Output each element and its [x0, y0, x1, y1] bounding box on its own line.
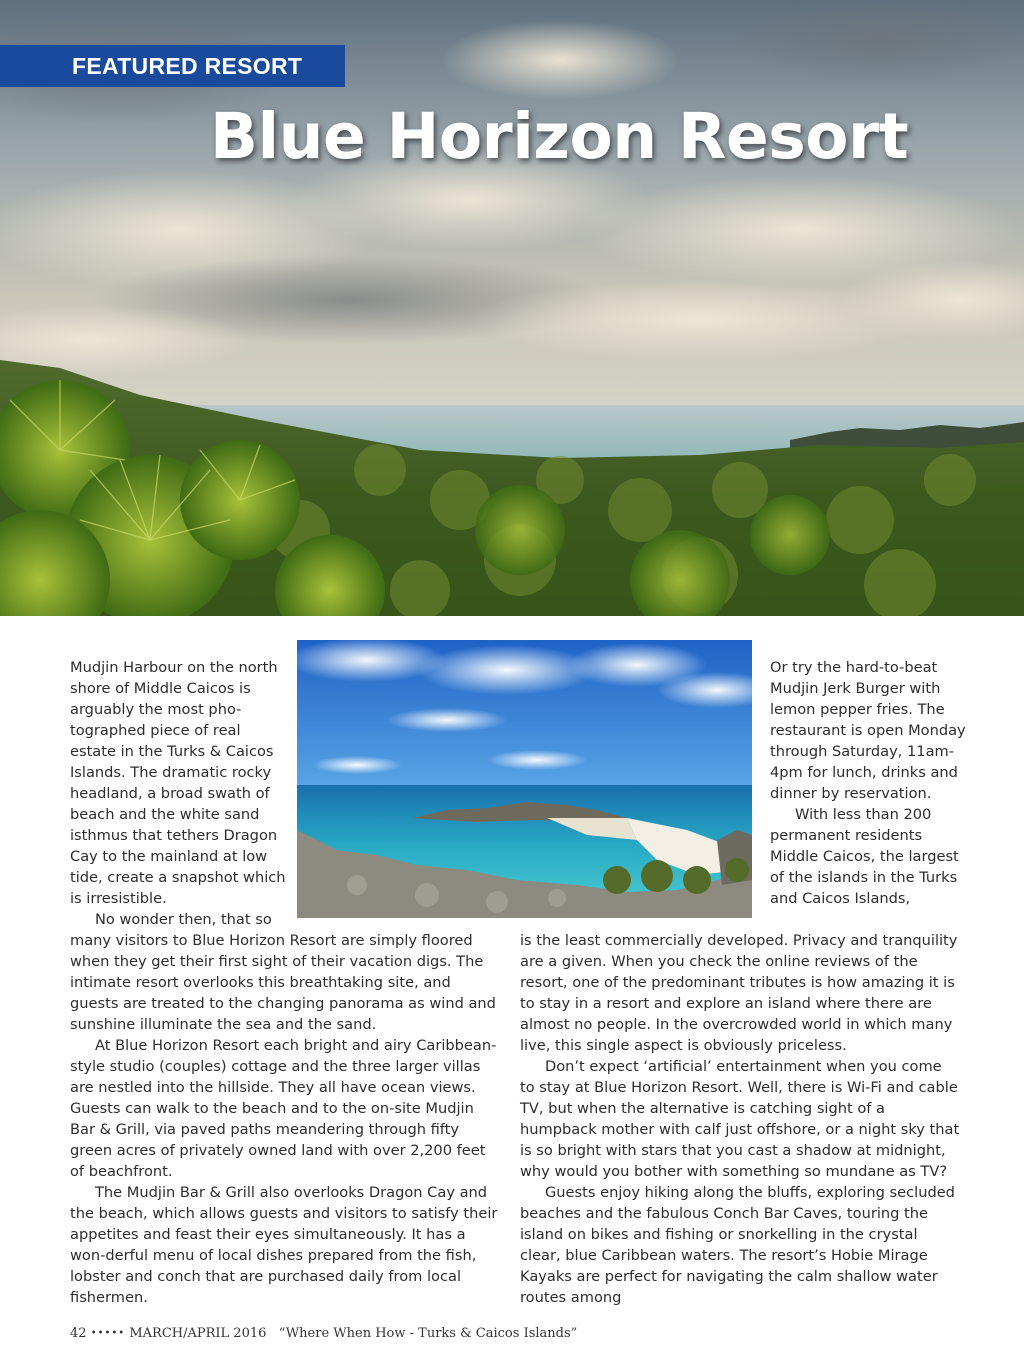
page-footer	[70, 1326, 577, 1341]
issue-date: MARCH/APRIL 2016	[129, 1326, 267, 1341]
paragraph: is the least commercially developed. Privacy and tranquility are a given. When you check the online reviews of the resort, one of the predominant tributes is how amazing it is to stay in a resort and explore an island where there are almost no people. In the overcrowded world in which many live, this single aspect is obviously priceless.	[520, 932, 958, 1054]
article-title: Blue Horizon Resort	[210, 100, 909, 173]
paragraph: The Mudjin Bar & Grill also overlooks Dragon Cay and the beach, which allows guests and visitors to satisfy their appetites and feast their eyes simultaneously. It has a won-derful menu of local dishes prepared from the fish, lobster and conch that are purchased daily from local fishermen.	[70, 1184, 498, 1306]
paragraph: No wonder then, that so	[95, 911, 272, 928]
page-number: 42	[70, 1326, 87, 1341]
hero-landscape-image	[0, 0, 1024, 616]
hero-photo	[0, 0, 1024, 616]
inset-beach-photo	[297, 640, 752, 918]
paragraph: At Blue Horizon Resort each bright and airy Caribbean-style studio (couples) cottage and the three larger villas are nestled into the hillside. They all have ocean views. Guests can walk to the beach and to the on-site Mudjin Bar & Grill, via paved paths meandering through fifty green acres of privately owned land with over 2,200 feet of beachfront.	[70, 1037, 497, 1180]
section-tag: FEATURED RESORT	[0, 45, 345, 87]
paragraph: Guests enjoy hiking along the bluffs, exploring secluded beaches and the fabulous Conch Bar Caves, touring the island on bikes and fishing or snorkelling in the crystal clear, blue Caribbean waters. The resort’s Hobie Mirage Kayaks are perfect for navigating the calm shallow water routes among	[520, 1184, 955, 1306]
paragraph: Or try the hard-to-beat Mudjin Jerk Burger with lemon pepper fries. The restaurant is open Monday through Saturday, 11am-4pm for lunch, drinks and dinner by reservation.	[770, 659, 966, 802]
beach-image	[297, 640, 752, 918]
article-column-left-top	[70, 657, 286, 930]
publication-name: “Where When How - Turks & Caicos Islands”	[278, 1326, 578, 1341]
article-column-left-bottom	[70, 930, 502, 1308]
paragraph: many visitors to Blue Horizon Resort are simply floored when they get their first sight of their vacation digs. The intimate resort overlooks this breathtaking site, and guests are treated to the changing panorama as wind and sunshine illuminate the sea and the sand.	[70, 932, 496, 1033]
footer-dots: •••••	[90, 1328, 126, 1339]
paragraph: With less than 200 permanent residents Middle Caicos, the largest of the islands in the Turks and Caicos Islands,	[770, 806, 959, 907]
paragraph: Mudjin Harbour on the north shore of Middle Caicos is arguably the most pho-tographed piece of real estate in the Turks & Caicos Islands. The dramatic rocky headland, a broad swath of beach and the white sand isthmus that tethers Dragon Cay to the mainland at low tide, create a snapshot which is irresistible.	[70, 659, 286, 907]
article-column-right-bottom	[520, 930, 960, 1308]
paragraph: Don’t expect ‘artificial’ entertainment when you come to stay at Blue Horizon Resort. Well, there is Wi-Fi and cable TV, but when the alternative is catching sight of a humpback mother with calf just offshore, or a night sky that is so bright with stars that you cast a shadow at midnight, why would you bother with something so mundane as TV?	[520, 1058, 960, 1180]
article-column-right-top	[770, 657, 970, 909]
